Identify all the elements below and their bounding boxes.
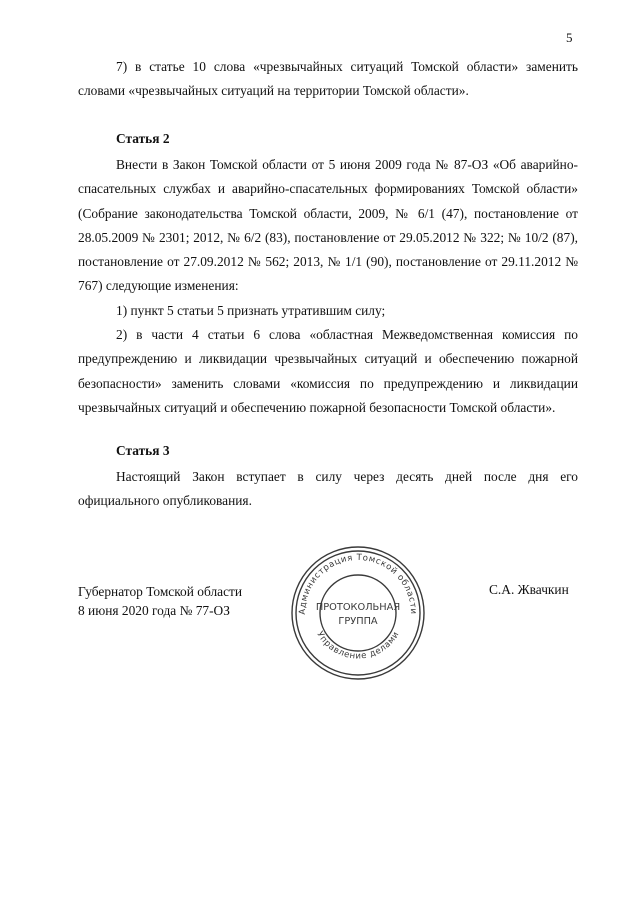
paragraph: 7) в статье 10 слова «чрезвычайных ситуаций Томской области» заменить словами «чрезвычайных ситуаций на территории Томской области». xyxy=(78,59,578,99)
stamp-center-line-2: ГРУППА xyxy=(338,616,378,627)
article-2-heading: Статья 2 xyxy=(116,131,170,146)
stamp-arc-top-text: Администрация Томской области xyxy=(297,552,419,615)
paragraph: 2) в части 4 статьи 6 слова «областная Межведомственная комиссия по предупреждению и ликвидации чрезвычайных ситуаций и обеспечению пожарной безопасности» заменить словами «комиссия по предупреждению и ликвидации чрезвычайных ситуаций и обеспечению пожарной безопасности Томской области». xyxy=(78,327,578,415)
stamp-center-line-1: ПРОТОКОЛЬНАЯ xyxy=(315,602,401,613)
signatory-name: С.А. Жвачкин xyxy=(489,582,569,597)
paragraph: 1) пункт 5 статьи 5 признать утратившим силу; xyxy=(116,302,386,318)
article-3-heading: Статья 3 xyxy=(116,443,170,458)
article-2-body xyxy=(78,153,578,420)
paragraph: Внести в Закон Томской области от 5 июня 2009 года № 87-ОЗ «Об аварийно-спасательных службах и аварийно-спасательных формированиях Томской области» (Собрание законодательства Томской области, 2009, № 6/1 (47), постановление от 28.05.2009 № 2301; 2012, № 6/2 (83), постановление от 29.05.2012 № 322; № 10/2 (87), постановление от 27.09.2012 № 562; 2013, № 1/1 (90), постановление от 29.11.2012 № 767) следующие изменения: xyxy=(78,157,578,294)
stamp-arc-bottom-text: Управление делами xyxy=(314,629,402,662)
signature-block xyxy=(78,582,242,620)
stamp-center-ring xyxy=(320,575,396,651)
article-3-body xyxy=(78,465,578,514)
official-stamp xyxy=(283,540,433,686)
signatory-title: Губернатор Томской области xyxy=(78,584,243,599)
amendment-item-7 xyxy=(78,55,578,104)
page-number: 5 xyxy=(566,30,573,45)
paragraph: Настоящий Закон вступает в силу через десять дней после дня его официального опубликования. xyxy=(78,469,578,509)
law-date-number: 8 июня 2020 года № 77-ОЗ xyxy=(78,603,230,618)
